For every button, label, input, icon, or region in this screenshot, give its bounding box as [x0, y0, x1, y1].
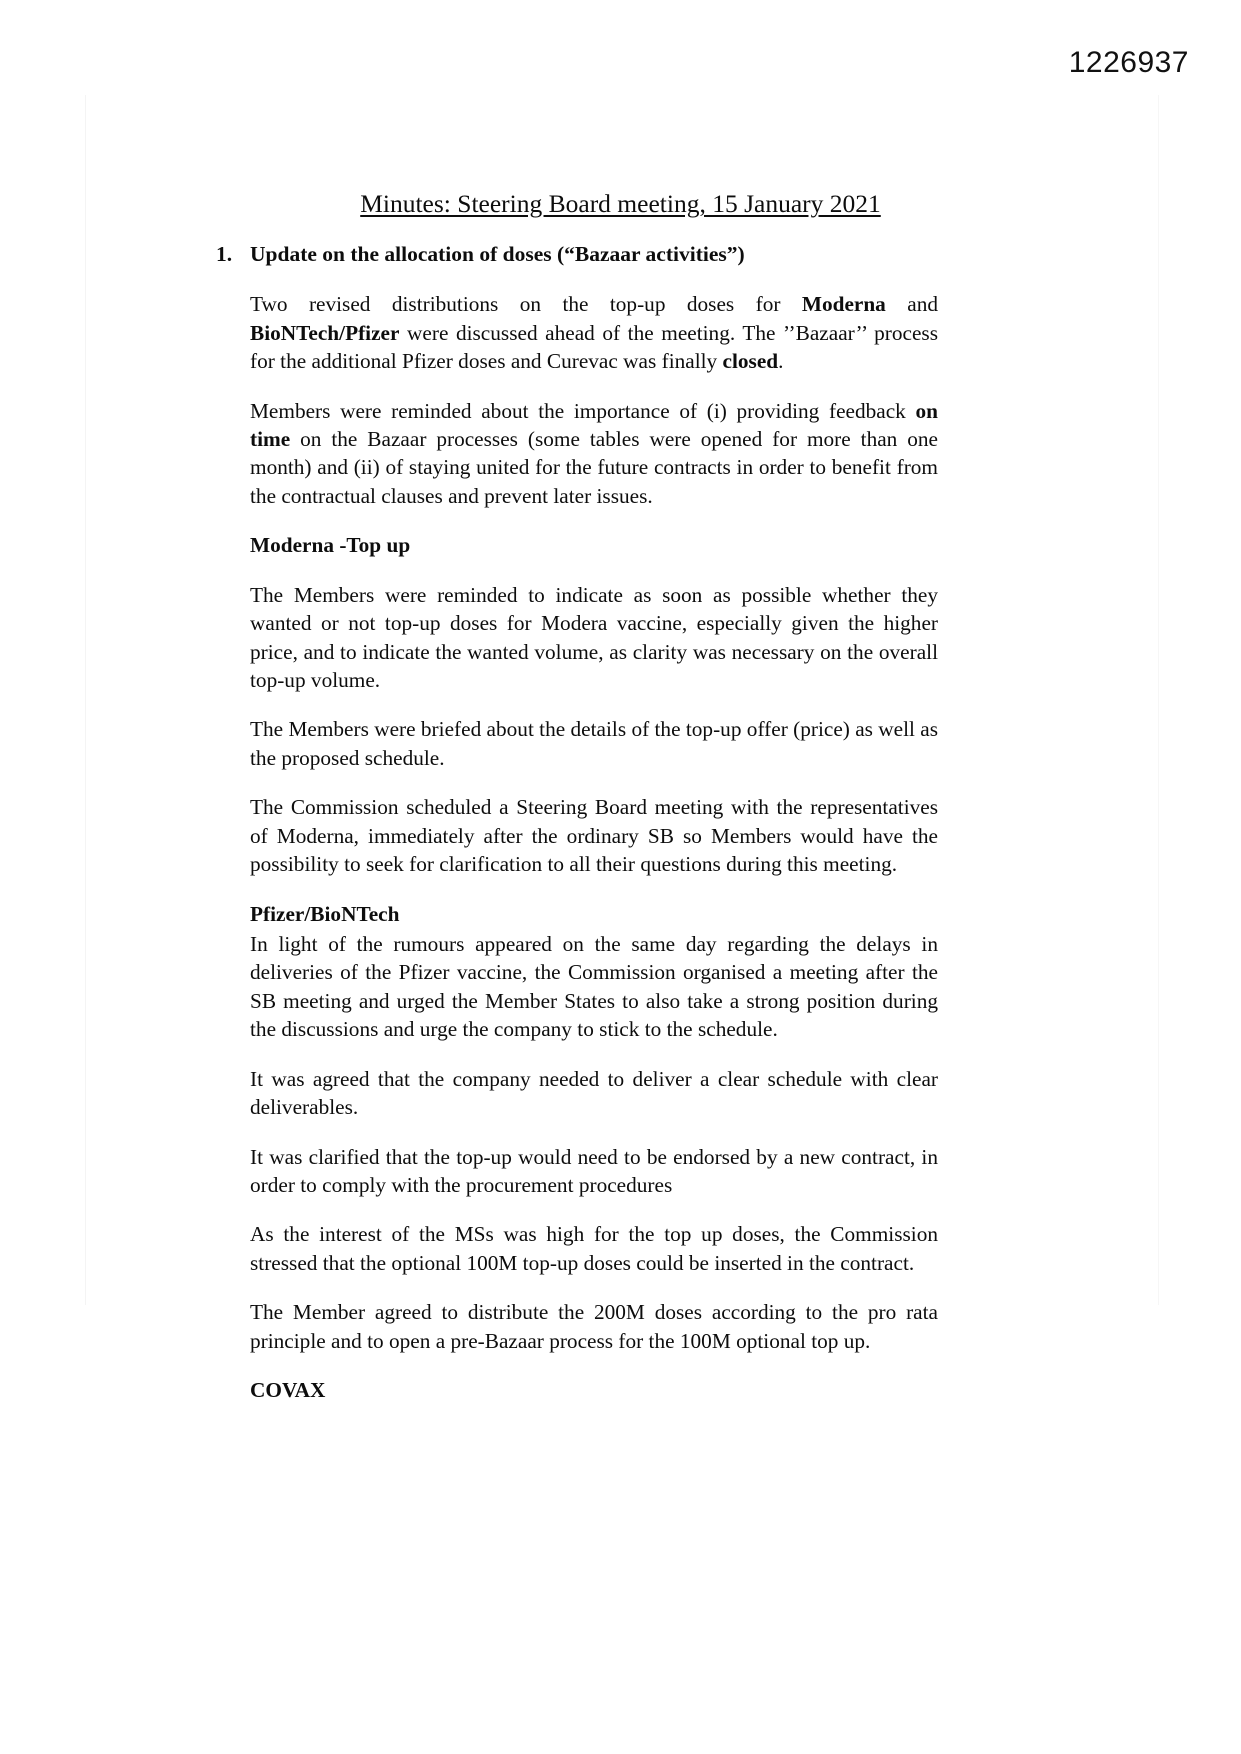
p2-bold-on-time: on time [250, 398, 938, 452]
paragraph-3: The Members were reminded to indicate as soon as possible whether they wanted or not top-up doses for Modera vaccine, especially given the higher price, and to indicate the wanted volume, as clarity was necessary on the overall top-up volume. [250, 582, 938, 693]
p1-bold-closed: closed [722, 349, 779, 374]
document-reference-number: 1226937 [1068, 46, 1189, 79]
section-heading-text: Update on the allocation of doses (“Bazaar activities”) [250, 242, 745, 266]
paragraph-9: As the interest of the MSs was high for the top up doses, the Commission stressed that the optional 100M top-up doses could be inserted in the contract. [250, 1222, 938, 1275]
p1-part-g: . [778, 349, 784, 374]
subheading-pfizer-biontech: Pfizer/BioNTech [250, 901, 400, 926]
section-number: 1. [216, 242, 233, 266]
paragraph-2 [216, 397, 938, 511]
p1-bold-biontech-pfizer: BioNTech/Pfizer [250, 320, 400, 345]
paragraph-4: The Members were briefed about the details of the top-up offer (price) as well as the proposed schedule. [250, 717, 938, 770]
document-title-text: Minutes: Steering Board meeting, 15 January 2021 [360, 189, 881, 218]
p1-bold-moderna: Moderna [801, 292, 886, 317]
paragraph-7: It was agreed that the company needed to deliver a clear schedule with clear deliverables. [250, 1066, 938, 1120]
p1-part-e: were discussed ahead of the meeting. The ’’Bazaar’’ process for the additional Pfizer doses and Curevac was finally [250, 320, 938, 374]
document-body [216, 240, 938, 1404]
p2-part-a: Members were reminded about the importance of (i) providing feedback [250, 398, 916, 423]
document-title [0, 189, 1241, 220]
section-heading-1 [216, 240, 938, 268]
subheading-moderna-top-up: Moderna -Top up [250, 533, 411, 558]
page-edge-left [85, 95, 86, 1305]
paragraph-1 [216, 290, 938, 375]
paragraph-10: The Member agreed to distribute the 200M doses according to the pro rata principle and to open a pre-Bazaar process for the 100M optional top up. [250, 1300, 938, 1353]
paragraph-5: The Commission scheduled a Steering Board meeting with the representatives of Moderna, immediately after the ordinary SB so Members would have the possibility to seek for clarification to all their questions during this meeting. [250, 795, 938, 877]
subheading-covax: COVAX [250, 1378, 326, 1403]
p1-part-c: and [885, 292, 938, 317]
paragraph-8: It was clarified that the top-up would need to be endorsed by a new contract, in order to comply with the procurement procedures [250, 1144, 938, 1197]
page-edge-right [1158, 95, 1159, 1305]
paragraph-6: In light of the rumours appeared on the same day regarding the delays in deliveries of the Pfizer vaccine, the Commission organised a meeting after the SB meeting and urged the Member States to also take a strong position during the discussions and urge the company to stick to the schedule. [250, 931, 938, 1042]
p2-part-c: on the Bazaar processes (some tables were opened for more than one month) and (ii) of staying united for the future contracts in order to benefit from the contractual clauses and prevent later issues. [250, 427, 938, 508]
p1-part-a: Two revised distributions on the top-up doses for [250, 292, 802, 317]
